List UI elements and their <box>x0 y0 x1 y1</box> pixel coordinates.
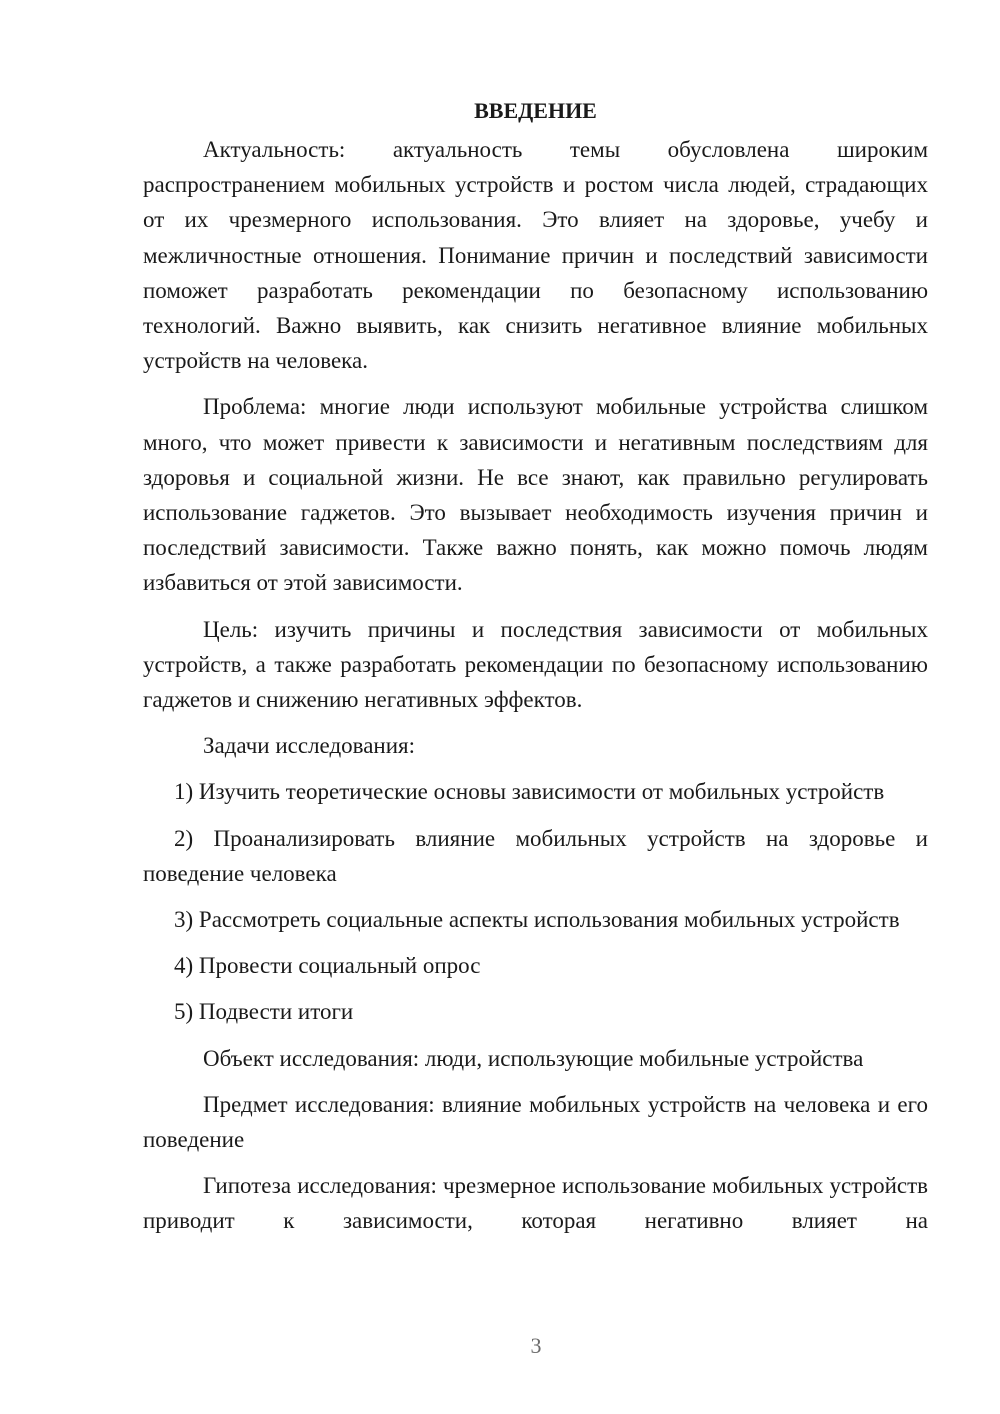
tasks-heading: Задачи исследования: <box>203 733 416 759</box>
paragraph-hypothesis: Гипотеза исследования: чрезмерное использование мобильных устройств приводит к зависимости, которая негативно влияет на <box>143 1173 928 1234</box>
task-item-5: 5) Подвести итоги <box>174 999 354 1025</box>
task-item-4: 4) Провести социальный опрос <box>174 953 481 979</box>
paragraph-relevance: Актуальность: актуальность темы обусловлена широким распространением мобильных устройств и ростом числа людей, страдающих от их чрезмерного использования. Это влияет на здоровье, учебу и межличностные отношения. Понимание причин и последствий зависимости поможет разработать рекомендации по безопасному использованию технологий. Важно выявить, как снизить негативное влияние мобильных устройств на человека. <box>143 137 928 374</box>
document-body <box>143 96 928 1250</box>
paragraph-problem: Проблема: многие люди используют мобильные устройства слишком много, что может привести к зависимости и негативным последствиям для здоровья и социальной жизни. Не все знают, как правильно регулировать использование гаджетов. Это вызывает необходимость изучения причин и последствий зависимости. Также важно понять, как можно помочь людям избавиться от этой зависимости. <box>143 394 928 596</box>
paragraph-object: Объект исследования: люди, использующие мобильные устройства <box>203 1045 864 1071</box>
task-item-2: 2) Проанализировать влияние мобильных устройств на здоровье и поведение человека <box>143 825 928 886</box>
paragraph-goal: Цель: изучить причины и последствия зависимости от мобильных устройств, а также разработать рекомендации по безопасному использованию гаджетов и снижению негативных эффектов. <box>143 616 928 713</box>
task-item-3: 3) Рассмотреть социальные аспекты использования мобильных устройств <box>174 907 900 933</box>
section-title: ВВЕДЕНИЕ <box>474 98 597 123</box>
paragraph-subject: Предмет исследования: влияние мобильных устройств на человека и его поведение <box>143 1091 928 1153</box>
page-number: 3 <box>530 1333 542 1358</box>
task-item-1: 1) Изучить теоретические основы зависимости от мобильных устройств <box>174 779 885 805</box>
